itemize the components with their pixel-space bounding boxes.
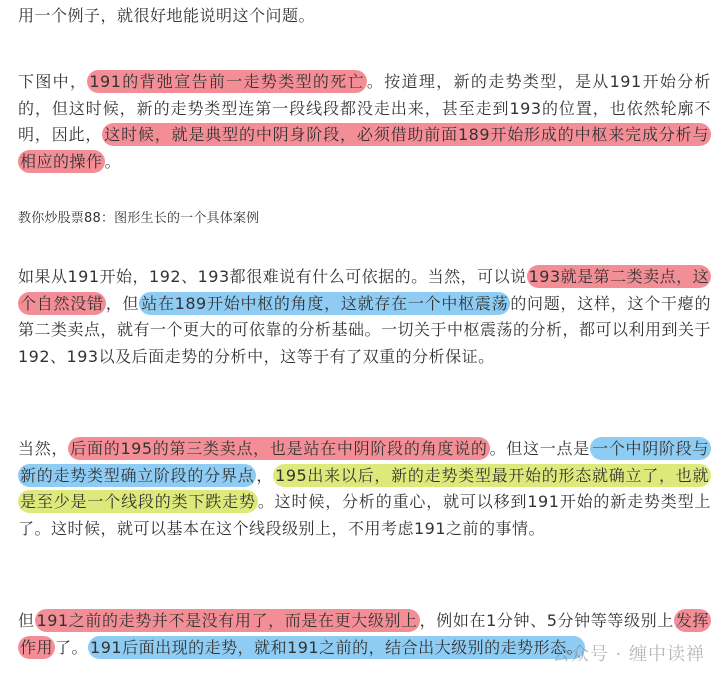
p1-text-3: 。 xyxy=(104,151,122,171)
intro-text: 用一个例子，就很好地能说明这个问题。 xyxy=(18,6,316,25)
p1-highlight-red-2: 这时候，就是典型的中阴身阶段，必须借助前面189开始形成的中枢来完成分析与相应的操作 xyxy=(20,125,709,171)
p3-highlight-blue: 一个中阴阶段与新的走势类型确立阶段的分界点 xyxy=(20,439,709,485)
paragraph-4 xyxy=(18,608,711,661)
watermark: 公众号 · 缠中读禅 xyxy=(551,644,705,665)
p4-text-3: 了。 xyxy=(55,637,89,657)
p2-highlight-red: 193就是第二类卖点，这个自然没错 xyxy=(20,267,710,313)
p4-highlight-red-1: 191之前的走势并不是没有用了，而是在更大级别上 xyxy=(36,611,418,630)
caption-text: 教你炒股票88：图形生长的一个具体案例 xyxy=(18,211,260,226)
p3-highlight-red: 后面的195的第三类卖点，也是站在中阴阶段的角度说的 xyxy=(70,439,488,458)
paragraph-3 xyxy=(18,436,711,542)
p3-text-4: 。这时候，分析的重心，就可以移到191开始的新走势类型上了。这时候，就可以基本在这个线段级别上，不用考虑191之前的事情。 xyxy=(18,492,711,538)
p2-highlight-blue: 站在189开始中枢的角度，这就存在一个中枢震荡 xyxy=(141,293,509,313)
p1-highlight-red-1: 191的背弛宣告前一走势类型的死亡 xyxy=(89,72,365,91)
p3-highlight-yellow: 195出来以后，新的走势类型最开始的形态就确立了，也就是至少是一个线段的类下跌走势 xyxy=(20,465,709,511)
p2-text-1: 如果从191开始，192、193都很难说有什么可依据的。当然，可以说 xyxy=(18,267,527,286)
intro-paragraph xyxy=(18,3,709,30)
p1-text-2: 。按道理，新的走势类型，是从191开始分析的，但这时候，新的走势类型连第一段线段都没走出来，甚至走到193的位置，也依然轮廓不明，因此， xyxy=(18,72,711,144)
p1-text-1: 下图中， xyxy=(18,72,88,91)
p2-text-3: 的问题，这样，这个干瘪的第二类卖点，就有一个更大的可依靠的分析基础。一切关于中枢震荡的分析，都可以利用到关于192、193以及后面走势的分析中，这等于有了双重的分析保证。 xyxy=(18,293,712,366)
p4-highlight-blue: 191后面出现的走势，就和191之前的，结合出大级别的走势形态。 xyxy=(90,637,584,657)
p3-text-2: 。但这一点是 xyxy=(489,439,591,458)
paragraph-2 xyxy=(18,264,711,370)
p4-highlight-red-2: 发挥作用 xyxy=(20,611,709,657)
p3-text-3: ， xyxy=(256,465,274,485)
p4-text-1: 但 xyxy=(18,611,35,630)
p2-text-2: ，但 xyxy=(105,293,140,313)
paragraph-1 xyxy=(18,69,711,175)
p4-text-2: ，例如在1分钟、5分钟等等级别上 xyxy=(419,611,674,630)
image-caption xyxy=(18,207,259,226)
p3-text-1: 当然， xyxy=(18,439,69,458)
